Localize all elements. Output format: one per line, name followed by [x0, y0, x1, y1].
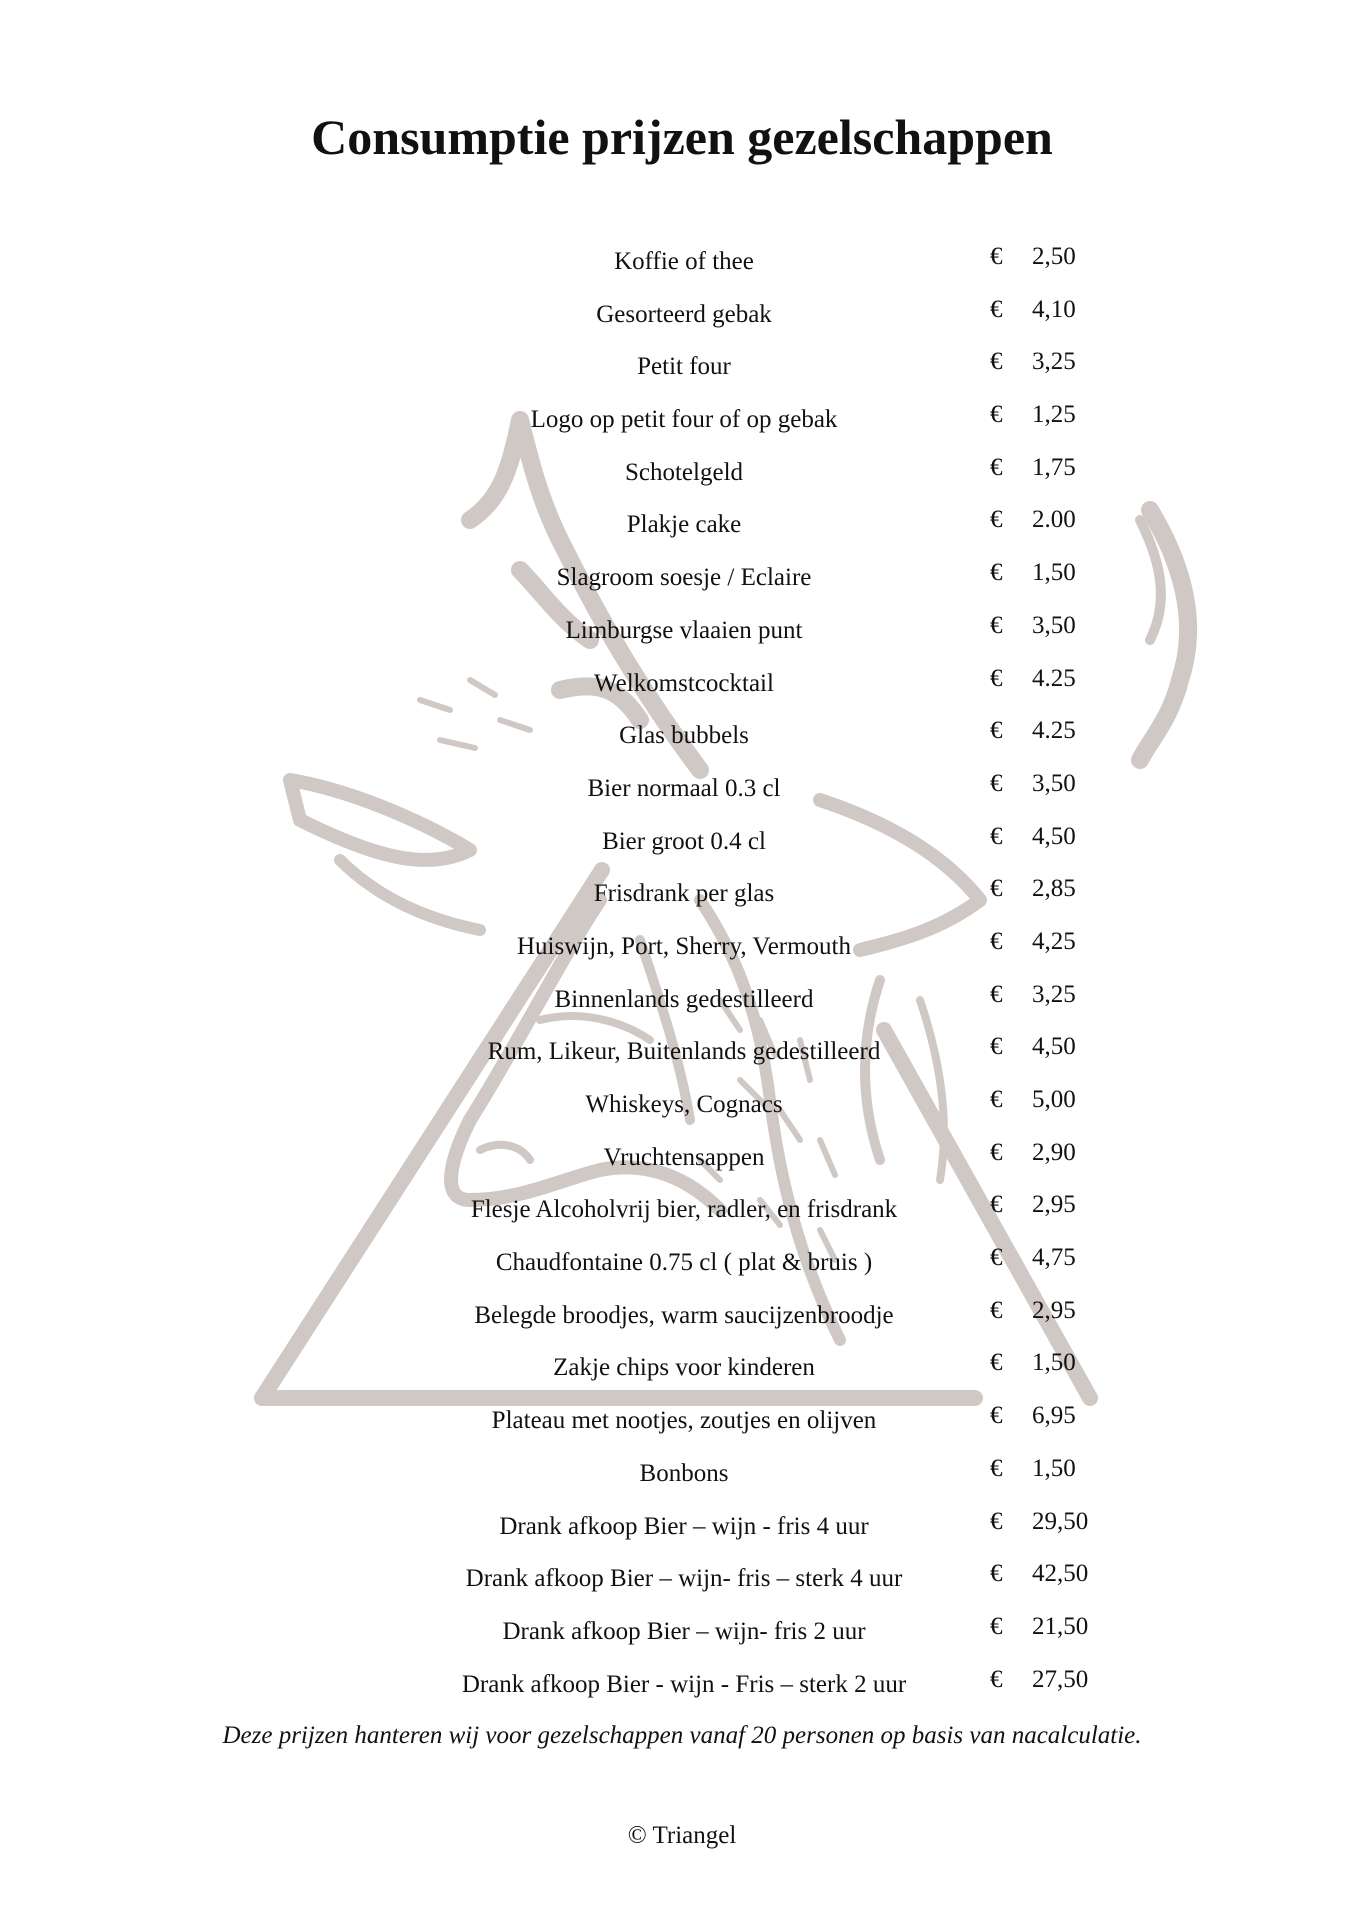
item-name: Welkomstcocktail — [594, 669, 774, 697]
item-name: Frisdrank per glas — [593, 880, 775, 908]
menu-row — [0, 870, 1364, 923]
item-name: Koffie of thee — [614, 248, 754, 275]
item-price: 6,95 — [1032, 1402, 1076, 1430]
menu-row — [0, 501, 1364, 554]
menu-row — [0, 343, 1364, 396]
currency-symbol: € — [990, 295, 1003, 323]
item-price: 2,95 — [1032, 1296, 1076, 1324]
item-name: Zakje chips voor kinderen — [553, 1354, 815, 1382]
currency-symbol: € — [990, 401, 1003, 429]
price-list — [0, 238, 1364, 1713]
currency-symbol: € — [990, 1086, 1003, 1113]
currency-symbol: € — [990, 506, 1003, 534]
menu-row — [0, 1028, 1364, 1081]
currency-symbol: € — [990, 980, 1003, 1008]
item-price: 1,75 — [1032, 453, 1076, 481]
currency-symbol: € — [990, 1665, 1003, 1693]
currency-symbol: € — [990, 559, 1003, 587]
item-price: 3,50 — [1032, 611, 1076, 639]
item-price: 3,25 — [1032, 348, 1076, 376]
menu-row — [0, 1397, 1364, 1450]
currency-symbol: € — [990, 769, 1003, 797]
item-price: 4,50 — [1032, 822, 1076, 850]
item-name: Gesorteerd gebak — [596, 300, 772, 328]
menu-row — [0, 291, 1364, 344]
item-price: 1,50 — [1032, 1454, 1076, 1482]
menu-row — [0, 1661, 1364, 1714]
currency-symbol: € — [990, 453, 1003, 481]
item-price: 27,50 — [1032, 1665, 1089, 1693]
item-price: 29,50 — [1032, 1507, 1089, 1535]
item-name: Slagroom soesje / Eclaire — [556, 564, 812, 592]
item-name: Glas bubbels — [619, 722, 749, 750]
menu-row — [0, 1503, 1364, 1556]
currency-symbol: € — [990, 1033, 1003, 1061]
item-price: 4,50 — [1032, 1033, 1076, 1061]
menu-row — [0, 1292, 1364, 1345]
menu-row — [0, 660, 1364, 713]
footnote: Deze prijzen hanteren wij voor gezelschappen vanaf 20 personen op basis van nacalculatie. — [222, 1722, 1142, 1749]
item-price: 4.25 — [1032, 664, 1076, 692]
item-name: Flesje Alcoholvrij bier, radler, en frisdrank — [470, 1196, 898, 1224]
item-price: 3,50 — [1032, 769, 1076, 797]
currency-symbol: € — [990, 1560, 1003, 1588]
item-price: 4.25 — [1032, 717, 1076, 745]
menu-row — [0, 1555, 1364, 1608]
menu-row — [0, 765, 1364, 818]
item-name: Drank afkoop Bier – wijn - fris 4 uur — [499, 1512, 869, 1540]
menu-row — [0, 554, 1364, 607]
menu-row — [0, 976, 1364, 1029]
item-name: Bier normaal 0.3 cl — [587, 774, 781, 802]
item-price: 42,50 — [1032, 1560, 1089, 1588]
currency-symbol: € — [990, 664, 1003, 692]
item-price: 4,25 — [1032, 927, 1076, 955]
item-price: 4,75 — [1032, 1244, 1076, 1272]
menu-row — [0, 1344, 1364, 1397]
item-name: Whiskeys, Cognacs — [585, 1091, 783, 1118]
item-price: 1,25 — [1032, 401, 1076, 429]
currency-symbol: € — [990, 1296, 1003, 1324]
menu-row — [0, 818, 1364, 871]
currency-symbol: € — [990, 611, 1003, 639]
item-price: 2.00 — [1032, 506, 1076, 534]
item-name: Limburgse vlaaien punt — [565, 616, 803, 644]
menu-row — [0, 1186, 1364, 1239]
item-name: Schotelgeld — [624, 458, 744, 486]
menu-row — [0, 1450, 1364, 1503]
item-price: 3,25 — [1032, 980, 1076, 1008]
item-price: 1,50 — [1032, 1349, 1076, 1377]
item-name: Petit four — [637, 353, 731, 381]
currency-symbol: € — [990, 348, 1003, 376]
item-price: 2,85 — [1032, 875, 1076, 903]
item-name: Drank afkoop Bier - wijn - Fris – sterk 2 uur — [461, 1670, 907, 1698]
menu-row — [0, 1239, 1364, 1292]
item-price: 2,95 — [1032, 1191, 1076, 1219]
item-price: 2,90 — [1032, 1138, 1076, 1166]
item-name: Rum, Likeur, Buitenlands gedestilleerd — [487, 1038, 881, 1066]
item-name: Plateau met nootjes, zoutjes en olijven — [491, 1407, 877, 1435]
item-name: Plakje cake — [626, 511, 742, 539]
item-name: Chaudfontaine 0.75 cl ( plat & bruis ) — [495, 1249, 873, 1277]
item-name: Bier groot 0.4 cl — [602, 827, 766, 855]
menu-row — [0, 396, 1364, 449]
menu-row — [0, 1134, 1364, 1187]
currency-symbol: € — [990, 1191, 1003, 1219]
item-price: 1,50 — [1032, 559, 1076, 587]
item-name: Belegde broodjes, warm saucijzenbroodje — [474, 1301, 894, 1329]
item-price: 2,50 — [1032, 243, 1076, 270]
item-name: Bonbons — [639, 1459, 729, 1487]
menu-row — [0, 712, 1364, 765]
menu-row — [0, 449, 1364, 502]
item-name: Drank afkoop Bier – wijn- fris – sterk 4 uur — [465, 1565, 903, 1593]
item-name: Drank afkoop Bier – wijn- fris 2 uur — [502, 1617, 866, 1645]
currency-symbol: € — [990, 1454, 1003, 1482]
menu-row — [0, 923, 1364, 976]
item-price: 21,50 — [1032, 1612, 1089, 1640]
item-price: 4,10 — [1032, 295, 1076, 323]
item-name: Vruchtensappen — [603, 1143, 765, 1171]
currency-symbol: € — [990, 1244, 1003, 1272]
page-title: Consumptie prijzen gezelschappen — [311, 109, 1053, 165]
copyright: © Triangel — [627, 1822, 737, 1849]
currency-symbol: € — [990, 717, 1003, 745]
currency-symbol: € — [990, 1138, 1003, 1166]
item-name: Logo op petit four of op gebak — [530, 406, 838, 434]
currency-symbol: € — [990, 1507, 1003, 1535]
currency-symbol: € — [990, 1402, 1003, 1430]
item-name: Huiswijn, Port, Sherry, Vermouth — [516, 932, 852, 960]
menu-row — [0, 1608, 1364, 1661]
menu-row — [0, 238, 1364, 291]
item-price: 5,00 — [1032, 1086, 1076, 1113]
currency-symbol: € — [990, 822, 1003, 850]
menu-row — [0, 1081, 1364, 1134]
currency-symbol: € — [990, 1612, 1003, 1640]
currency-symbol: € — [990, 1349, 1003, 1377]
currency-symbol: € — [990, 875, 1003, 903]
item-name: Binnenlands gedestilleerd — [554, 985, 814, 1013]
menu-row — [0, 607, 1364, 660]
currency-symbol: € — [990, 927, 1003, 955]
currency-symbol: € — [990, 243, 1003, 270]
